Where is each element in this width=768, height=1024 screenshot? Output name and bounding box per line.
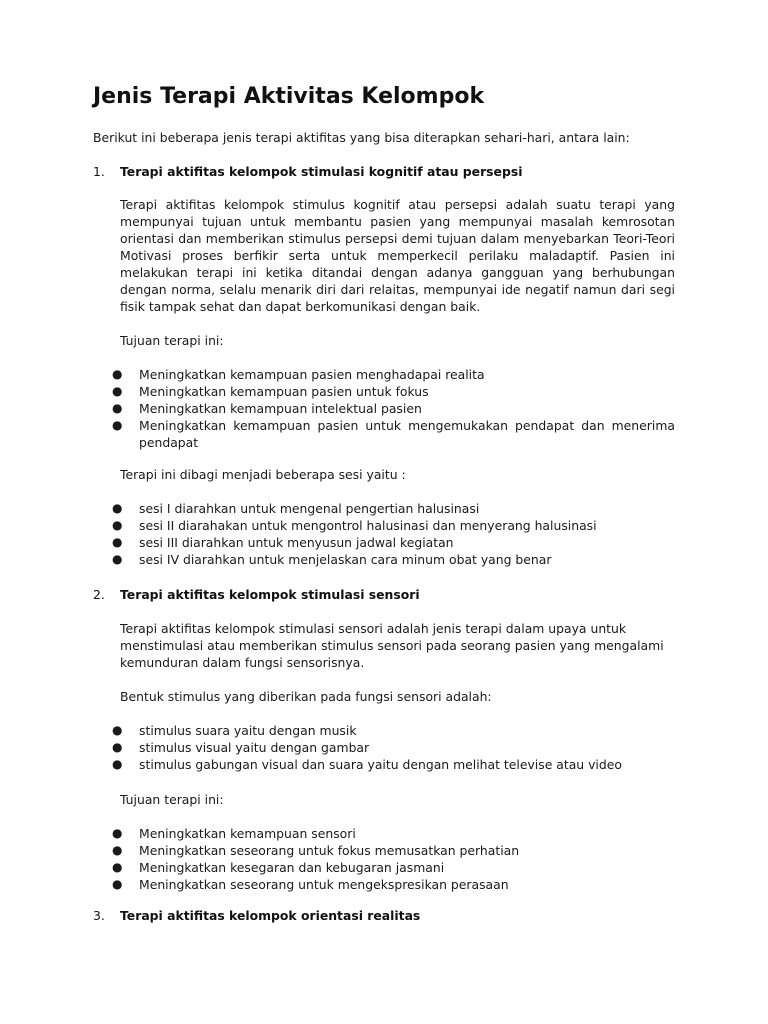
bullet-icon: ● (112, 552, 123, 566)
bullet-icon: ● (112, 501, 123, 515)
list-item (112, 825, 675, 842)
list-item-text: stimulus visual yaitu dengan gambar (139, 740, 370, 755)
bullet-icon: ● (112, 877, 123, 891)
list-item (112, 722, 675, 739)
list-item-text: Meningkatkan seseorang untuk mengekspresikan perasaan (139, 877, 509, 892)
section-3-title: Terapi aktifitas kelompok orientasi realitas (120, 908, 421, 923)
bullet-icon: ● (112, 518, 123, 532)
list-item (112, 859, 675, 876)
section-2-title: Terapi aktifitas kelompok stimulasi sensori (120, 587, 420, 602)
paragraph-line: menstimulasi atau memberikan stimulus sensori pada seorang pasien yang mengalami (120, 638, 664, 653)
list-item-text: sesi IV diarahkan untuk menjelaskan cara minum obat yang benar (139, 552, 552, 567)
bullet-icon: ● (112, 401, 123, 415)
list-item-text: Meningkatkan kemampuan pasien menghadapai realita (139, 367, 485, 382)
section-1-paragraph: Terapi aktifitas kelompok stimulus kognitif atau persepsi adalah suatu terapi yang mempunyai tujuan untuk membantu pasien yang mempunyai masalah kemrosotan orientasi dan memberikan stimulus persepsi demi tujuan dalam menyebarkan Teori-Teori Motivasi proses berfikir serta untuk memperkecil perilaku maladaptif. Pasien ini melakukan terapi ini ketika ditandai dengan adanya gangguan yang berhubungan dengan norma, selalu menarik diri dari relaitas, mempunyai ide negatif namun dari segi fisik tampak sehat dan dapat berkomunikasi dengan baik. (120, 197, 675, 314)
list-item (112, 756, 675, 773)
bullet-icon: ● (112, 843, 123, 857)
section-2-tujuan-label: Tujuan terapi ini: (120, 792, 224, 807)
bullet-icon: ● (112, 740, 123, 754)
list-item (112, 551, 675, 568)
list-item-text: Meningkatkan kemampuan sensori (139, 826, 356, 841)
list-item (112, 876, 675, 893)
section-2-bentuk-label: Bentuk stimulus yang diberikan pada fungsi sensori adalah: (120, 689, 492, 704)
list-item-text: sesi III diarahkan untuk menyusun jadwal kegiatan (139, 535, 454, 550)
list-item-text: Meningkatkan kemampuan intelektual pasien (139, 401, 422, 416)
list-item (112, 739, 675, 756)
list-item-text: stimulus suara yaitu dengan musik (139, 723, 357, 738)
list-item (112, 534, 675, 551)
bullet-icon: ● (112, 860, 123, 874)
list-item-text: Meningkatkan kemampuan pasien untuk mengemukakan pendapat dan menerima pendapat (139, 418, 675, 450)
section-1-heading (93, 163, 522, 180)
section-1-tujuan-list (112, 366, 675, 451)
list-item (112, 366, 675, 383)
bullet-icon: ● (112, 535, 123, 549)
intro-text: Berikut ini beberapa jenis terapi aktifitas yang bisa diterapkan sehari-hari, antara lain: (93, 130, 630, 145)
section-1-number: 1. (93, 164, 105, 179)
list-item-text: Meningkatkan kemampuan pasien untuk fokus (139, 384, 429, 399)
section-1-tujuan-label: Tujuan terapi ini: (120, 333, 224, 348)
bullet-icon: ● (112, 367, 123, 381)
list-item-text: sesi I diarahkan untuk mengenal pengertian halusinasi (139, 501, 480, 516)
section-2-number: 2. (93, 587, 105, 602)
list-item-text: stimulus gabungan visual dan suara yaitu dengan melihat televise atau video (139, 757, 622, 772)
section-2-heading (93, 586, 420, 603)
bullet-icon: ● (112, 757, 123, 771)
paragraph-line: kemunduran dalam fungsi sensorisnya. (120, 655, 365, 670)
section-2-bentuk-list (112, 722, 675, 773)
list-item (112, 842, 675, 859)
bullet-icon: ● (112, 418, 123, 432)
list-item (112, 400, 675, 417)
section-2-tujuan-list (112, 825, 675, 893)
page-title: Jenis Terapi Aktivitas Kelompok (93, 84, 485, 109)
bullet-icon: ● (112, 826, 123, 840)
bullet-icon: ● (112, 723, 123, 737)
list-item (112, 383, 675, 400)
list-item (112, 517, 675, 534)
list-item (112, 500, 675, 517)
section-1-sesi-list (112, 500, 675, 568)
list-item-text: sesi II diarahakan untuk mengontrol halusinasi dan menyerang halusinasi (139, 518, 597, 533)
section-3-number: 3. (93, 908, 105, 923)
bullet-icon: ● (112, 384, 123, 398)
section-1-sesi-label: Terapi ini dibagi menjadi beberapa sesi yaitu : (120, 467, 406, 482)
section-1-title: Terapi aktifitas kelompok stimulasi kognitif atau persepsi (120, 164, 523, 179)
list-item-text: Meningkatkan seseorang untuk fokus memusatkan perhatian (139, 843, 520, 858)
list-item (112, 417, 675, 451)
section-2-paragraph (120, 620, 675, 671)
paragraph-line: Terapi aktifitas kelompok stimulasi sensori adalah jenis terapi dalam upaya untuk (120, 621, 627, 636)
list-item-text: Meningkatkan kesegaran dan kebugaran jasmani (139, 860, 445, 875)
section-3-heading (93, 907, 420, 924)
